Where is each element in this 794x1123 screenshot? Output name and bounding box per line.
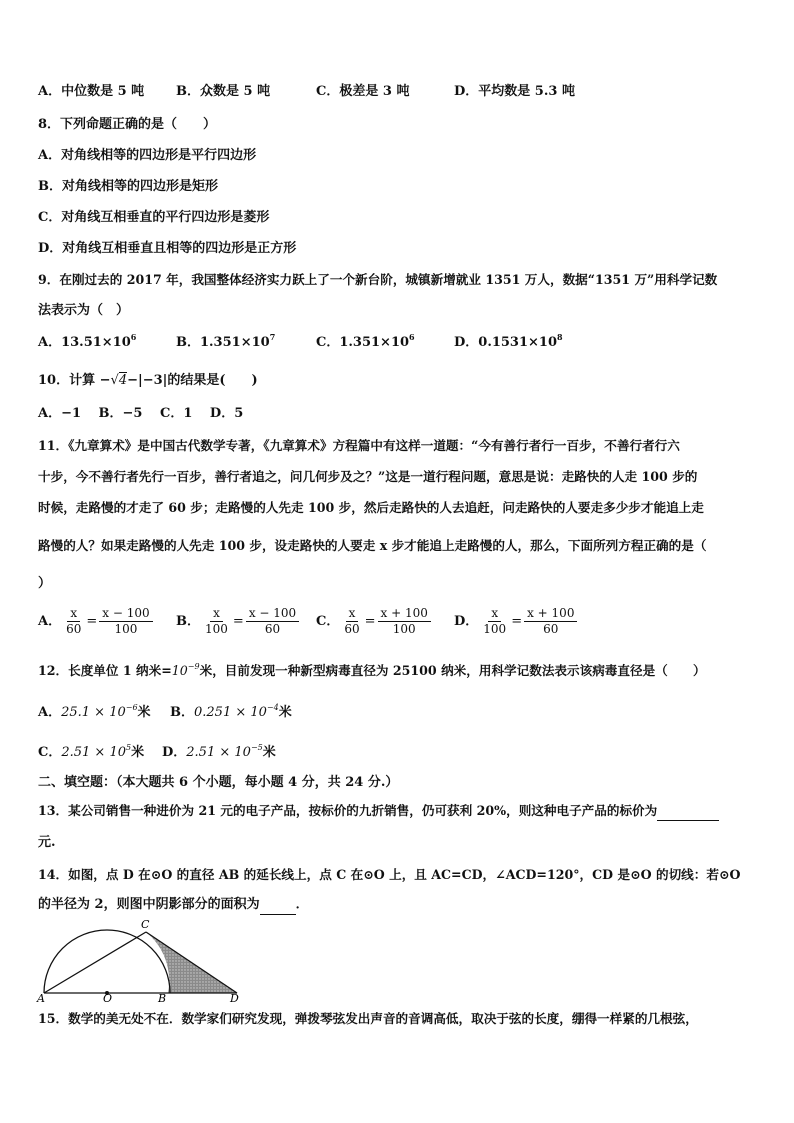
label-a: A: [37, 992, 45, 1004]
q9-option-d: D．$0.1531\times 10^8$: [454, 332, 563, 350]
q11-line4: 路慢的人？如果走路慢的人先走 100 步，设走路快的人要走 x 步才能追上走路慢的人，那么，下面所列方程正确的是（: [38, 538, 707, 553]
q8-option-c: C．对角线互相垂直的平行四边形是菱形: [38, 210, 270, 225]
sqrt-sign: √: [110, 373, 119, 388]
q13-line2: 元.: [38, 835, 56, 850]
q7-option-a: A．中位数是 5 吨: [38, 84, 145, 99]
q11-line3: 时候，走路慢的才走了 60 步；走路慢的人先走 100 步，然后走路快的人去追赶，问走路快的人要走多少步才能追上走: [38, 500, 704, 515]
semicircle-arc: [44, 930, 170, 993]
q7-option-d: D．平均数是 5.3 吨: [454, 84, 575, 99]
q12-stem: 12．长度单位 1 纳米$=10^{-9}$米，目前发现一种新型病毒直径为 25100 纳米，用科学记数法表示该病毒直径是（ ）: [38, 662, 706, 678]
label-b: B: [158, 992, 167, 1004]
q12-option-b: B．$0.251 \times 10^{-4}$米: [170, 703, 292, 720]
q14-line1: 14．如图，点 D 在⊙O 的直径 AB 的延长线上，点 C 在⊙O 上，且 AC=CD，∠ACD=120°，CD 是⊙O 的切线：若⊙O: [38, 867, 741, 882]
label-o: O: [103, 992, 113, 1004]
q9-stem-line1: 9．在刚过去的 2017 年，我国整体经济实力跃上了一个新台阶，城镇新增就业 1351 万人，数据“1351 万”用科学记数: [38, 272, 718, 287]
q7-option-b: B．众数是 5 吨: [176, 84, 271, 99]
q10-stem: 10．计算 −√4−|−3|的结果是( ): [38, 373, 258, 388]
q8-option-b: B．对角线相等的四边形是矩形: [38, 179, 218, 194]
q9-option-a: A．$13.51\times 10^6$: [38, 332, 137, 350]
q11-option-b: B． $\frac{x}{100}$ = $\frac{x - 100}{60}$: [176, 606, 301, 637]
q11-line1: 11．《九章算术》是中国古代数学专著，《九章算术》方程篇中有这样一道题：“今有善行者行一百步，不善行者行六: [38, 438, 680, 453]
q9-option-b: B．$1.351\times 10^7$: [176, 332, 276, 350]
label-d: D: [230, 992, 239, 1004]
q13-answer-blank: [657, 802, 719, 821]
q11-option-a: A． $\frac{x}{60}$ = $\frac{x - 100}{100}$: [38, 606, 155, 637]
q7-option-c: C．极差是 3 吨: [316, 84, 410, 99]
q9-option-c: C．$1.351\times 10^6$: [316, 332, 415, 350]
q15-line1: 15．数学的美无处不在．数学家们研究发现，弹拨琴弦发出声音的音调高低，取决于弦的长度，绷得一样紧的几根弦，: [38, 1011, 698, 1026]
q12-option-c: C．$2.51 \times 10^5$米: [38, 743, 145, 760]
line-ac: [44, 932, 146, 993]
q10-options: A．−1 B．−5 C．1 D．5: [38, 406, 244, 421]
q9-stem-line2: 法表示为（ ）: [38, 303, 130, 318]
q14-answer-blank: [260, 896, 296, 915]
q12-option-d: D．$2.51 \times 10^{-5}$米: [162, 743, 276, 760]
q8-option-d: D．对角线互相垂直且相等的四边形是正方形: [38, 241, 297, 256]
q11-option-d: D． $\frac{x}{100}$ = $\frac{x + 100}{60}$: [454, 606, 579, 637]
q11-line5: ）: [38, 576, 52, 591]
q13-line1: 13．某公司销售一种进价为 21 元的电子产品，按标价的九折销售，仍可获利 20%，则这种电子产品的标价为: [38, 802, 719, 821]
q14-figure: [34, 918, 246, 1004]
q12-option-a: A．$25.1 \times 10^{-6}$米: [38, 703, 151, 720]
section-fill-in-heading: 二、填空题：（本大题共 6 个小题，每小题 4 分，共 24 分.）: [38, 775, 399, 790]
q14-line2: 的半径为 2，则图中阴影部分的面积为 ．: [38, 896, 309, 915]
label-c: C: [141, 918, 150, 931]
q8-stem: 8．下列命题正确的是（ ）: [38, 117, 217, 132]
q8-option-a: A．对角线相等的四边形是平行四边形: [38, 148, 257, 163]
q11-option-c: C． $\frac{x}{60}$ = $\frac{x + 100}{100}$: [316, 606, 433, 637]
q11-line2: 十步，今不善行者先行一百步，善行者追之，问几何步及之？”这是一道行程问题，意思是说：走路快的人走 100 步的: [38, 469, 698, 484]
